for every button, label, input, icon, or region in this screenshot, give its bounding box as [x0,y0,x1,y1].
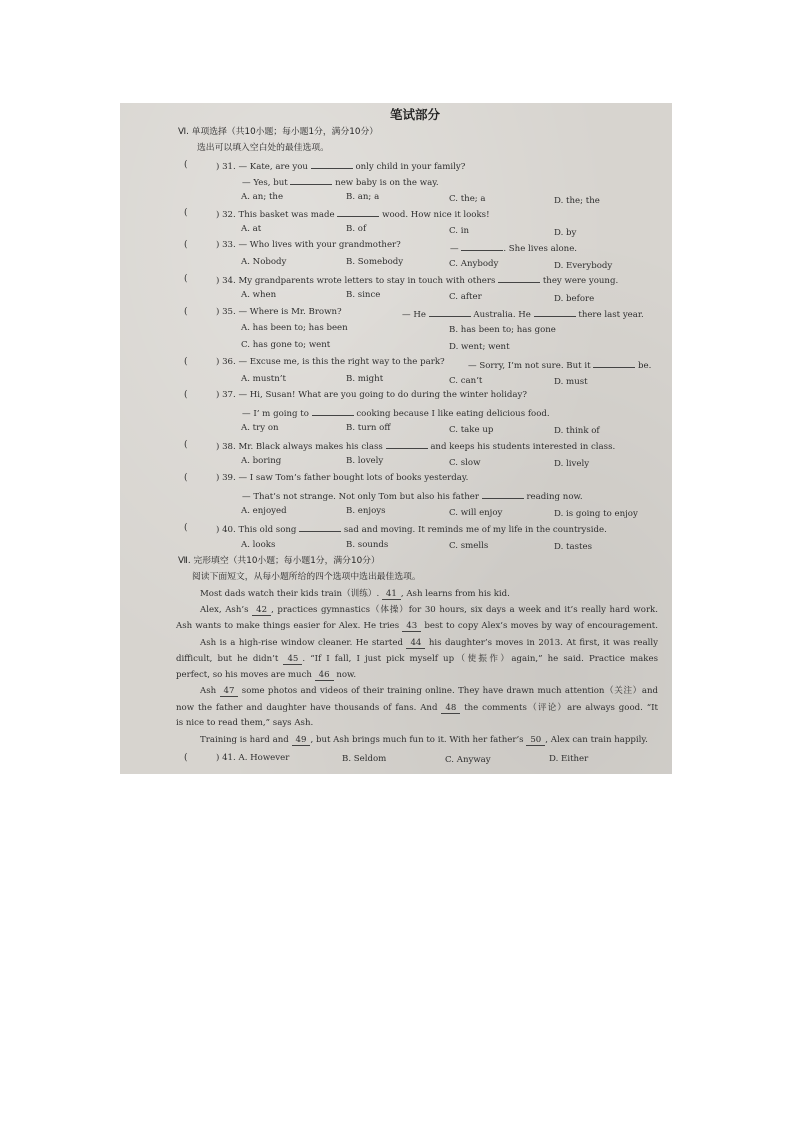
question-41: ) 41. A. However [216,753,290,763]
answer-paren: ( [184,274,188,284]
option-c: C. has gone to; went [241,340,331,350]
option-c: C. will enjoy [449,508,503,518]
option-a: A. boring [241,456,282,466]
section6-heading: Ⅵ. 单项选择（共10小题；每小题1分，满分10分） [178,127,379,137]
option-b: B. Seldom [342,754,387,764]
option-b: B. an; a [346,192,380,202]
blank [482,490,524,499]
option-c: C. after [449,292,482,302]
passage-line: perfect, so his moves are much 46 now. [176,670,357,680]
question-36: ) 36. — Excuse me, is this the right way to the park? [216,357,445,367]
option-a: A. mustn’t [241,374,286,384]
question-38: ) 38. Mr. Black always makes his class and keeps his students interested in class. [216,442,616,452]
question-33: ) 33. — Who lives with your grandmother? [216,240,401,250]
option-d: D. tastes [554,542,592,552]
answer-paren: ( [184,357,188,367]
section7-heading: Ⅶ. 完形填空（共10小题；每小题1分，满分10分） [178,556,380,566]
answer-paren: ( [184,753,188,763]
blank [312,407,354,416]
blank [290,176,332,185]
option-d: D. by [554,228,577,238]
option-b: B. turn off [346,423,391,433]
option-b: B. lovely [346,456,384,466]
option-d: D. must [554,377,588,387]
option-d: D. the; the [554,196,600,206]
option-b: B. of [346,224,367,234]
question-37: ) 37. — Hi, Susan! What are you going to do during the winter holiday? [216,390,527,400]
option-a: A. when [241,290,277,300]
passage-line: Alex, Ash’s 42 , practices gymnastics（体操）for 30 hours, six days a week and it’s really hard work. [200,605,658,615]
option-c: C. Anybody [449,259,499,269]
question-33-answer-line: — . She lives alone. [450,244,578,254]
blank [593,359,635,368]
option-b: B. enjoys [346,506,386,516]
section6-instruction: 选出可以填入空白处的最佳选项。 [197,143,329,153]
blank [337,208,379,217]
question-40: ) 40. This old song sad and moving. It reminds me of my life in the countryside. [216,525,607,535]
option-a: A. has been to; has been [241,323,348,333]
answer-paren: ( [184,307,188,317]
question-31-line2: — Yes, but new baby is on the way. [242,178,439,188]
passage-line: is nice to read them,” says Ash. [176,718,314,728]
option-c: C. slow [449,458,481,468]
blank [461,242,503,251]
option-c: C. can’t [449,376,483,386]
option-d: D. Either [549,754,589,764]
blank [534,308,576,317]
passage-line: now the father and daughter have thousands of fans. And 48 the comments（评论）are always good. “It [176,703,658,713]
question-39-line2: — That’s not strange. Not only Tom but also his father reading now. [242,492,583,502]
option-c: C. take up [449,425,494,435]
answer-paren: ( [184,208,188,218]
passage-line: Ash wants to make things easier for Alex. He tries 43 best to copy Alex’s moves by way of encouragement. [176,621,658,631]
option-a: A. Nobody [241,257,287,267]
question-34: ) 34. My grandparents wrote letters to stay in touch with others they were young. [216,276,619,286]
option-c: C. in [449,226,470,236]
question-37-line2: — I’ m going to cooking because I like eating delicious food. [242,409,550,419]
blank [311,160,353,169]
option-d: D. went; went [449,342,510,352]
blank [429,308,471,317]
answer-paren: ( [184,440,188,450]
passage-line: difficult, but he didn’t 45 . “If I fall, I just pick myself up（使振作）again,” he said. Practice makes [176,654,658,664]
option-a: A. an; the [241,192,284,202]
blank [386,440,428,449]
section7-instruction: 阅读下面短文，从每小题所给的四个选项中选出最佳选项。 [192,572,421,582]
answer-paren: ( [184,390,188,400]
option-b: B. might [346,374,384,384]
option-d: D. before [554,294,595,304]
option-c: C. Anyway [445,755,491,765]
option-d: D. lively [554,459,590,469]
passage-line: Training is hard and 49 , but Ash brings much fun to it. With her father’s 50 , Alex can train happily. [200,735,648,745]
option-a: A. looks [241,540,276,550]
option-b: B. since [346,290,381,300]
question-36-answer-line: — Sorry, I’m not sure. But it be. [468,361,652,371]
option-a: A. enjoyed [241,506,287,516]
option-d: D. Everybody [554,261,613,271]
question-35-answer-line: — He Australia. He there last year. [402,310,644,320]
page-title: 笔试部分 [390,107,441,122]
option-a: A. at [241,224,262,234]
blank [299,523,341,532]
answer-paren: ( [184,160,188,170]
option-b: B. has been to; has gone [449,325,556,335]
passage-line: Ash 47 some photos and videos of their training online. They have drawn much attention（关注）and [200,686,659,696]
option-d: D. is going to enjoy [554,509,638,519]
blank [498,274,540,283]
answer-paren: ( [184,473,188,483]
option-d: D. think of [554,426,600,436]
question-31: ) 31. — Kate, are you only child in your family? [216,162,466,172]
option-b: B. sounds [346,540,389,550]
passage-line: Ash is a high-rise window cleaner. He started 44 his daughter’s moves in 2013. At first, it was really [200,638,658,648]
option-c: C. smells [449,541,489,551]
question-35: ) 35. — Where is Mr. Brown? [216,307,342,317]
question-39: ) 39. — I saw Tom’s father bought lots of books yesterday. [216,473,469,483]
option-b: B. Somebody [346,257,404,267]
scanned-exam-page [120,103,672,774]
answer-paren: ( [184,523,188,533]
option-c: C. the; a [449,194,486,204]
question-32: ) 32. This basket was made wood. How nice it looks! [216,210,490,220]
passage-line: Most dads watch their kids train（训练）. 41 , Ash learns from his kid. [200,589,510,599]
option-a: A. try on [241,423,279,433]
answer-paren: ( [184,240,188,250]
